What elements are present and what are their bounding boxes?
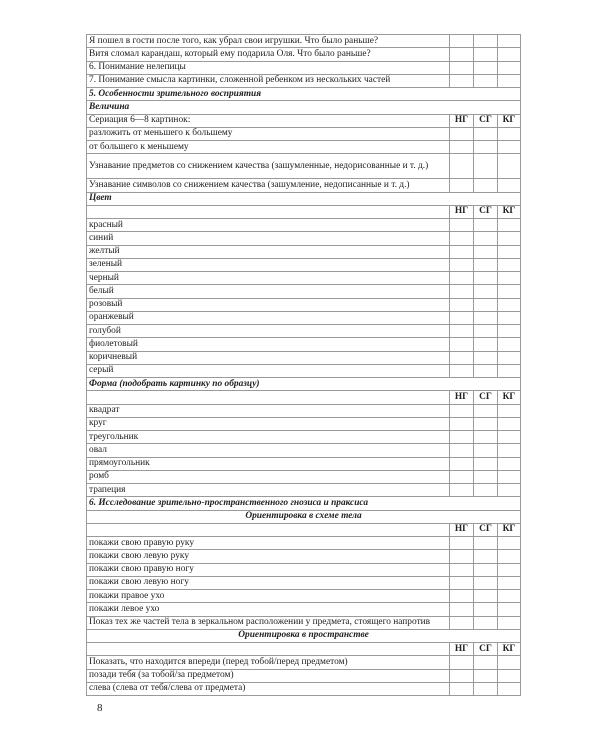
table-row — [87, 285, 521, 298]
mark-cell — [474, 35, 498, 48]
row-label: Я пошел в гости после того, как убрал свои игрушки. Что было раньше? — [87, 35, 450, 48]
mark-cell — [474, 232, 498, 245]
table-row — [87, 311, 521, 324]
mark-cell — [498, 258, 521, 271]
row-label: слева (слева от тебя/слева от предмета) — [87, 682, 450, 695]
table-row — [87, 245, 521, 258]
mark-cell — [498, 232, 521, 245]
mark-cell — [450, 550, 474, 563]
table-row — [87, 258, 521, 271]
mark-cell — [450, 457, 474, 470]
mark-cell — [450, 61, 474, 74]
mark-cell — [498, 563, 521, 576]
table-row — [87, 563, 521, 576]
table-row — [87, 431, 521, 444]
mark-cell — [450, 484, 474, 497]
mark-cell — [474, 603, 498, 616]
mark-cell — [474, 457, 498, 470]
mark-cell — [450, 74, 474, 87]
column-header: НГ — [450, 391, 474, 404]
mark-cell — [498, 444, 521, 457]
mark-cell — [498, 311, 521, 324]
mark-cell — [498, 127, 521, 140]
table-row — [87, 219, 521, 232]
mark-cell — [450, 669, 474, 682]
subcenter-title: Ориентировка в схеме тела — [87, 510, 521, 523]
row-label: Узнавание предметов со снижением качества (зашумленные, недорисованные и т. д.) — [87, 154, 450, 179]
table-row — [87, 470, 521, 483]
mark-cell — [450, 298, 474, 311]
mark-cell — [450, 417, 474, 430]
mark-cell — [450, 590, 474, 603]
row-label: позади тебя (за тобой/за предметом) — [87, 669, 450, 682]
mark-cell — [450, 537, 474, 550]
row-label: ромб — [87, 470, 450, 483]
table-row — [87, 590, 521, 603]
row-label: покажи свою левую руку — [87, 550, 450, 563]
mark-cell — [450, 338, 474, 351]
mark-cell — [498, 431, 521, 444]
mark-cell — [450, 444, 474, 457]
mark-cell — [450, 364, 474, 377]
row-label: трапеция — [87, 484, 450, 497]
mark-cell — [498, 219, 521, 232]
subcenter-row — [87, 510, 521, 523]
mark-cell — [474, 245, 498, 258]
mark-cell — [498, 285, 521, 298]
table-row — [87, 669, 521, 682]
row-label: Показать, что находится впереди (перед тобой/перед предметом) — [87, 656, 450, 669]
row-label: оранжевый — [87, 311, 450, 324]
mark-cell — [474, 74, 498, 87]
header-title — [87, 643, 450, 656]
mark-cell — [450, 351, 474, 364]
row-label: покажи левое ухо — [87, 603, 450, 616]
mark-cell — [474, 576, 498, 589]
mark-cell — [498, 364, 521, 377]
mark-cell — [450, 48, 474, 61]
row-label: прямоугольник — [87, 457, 450, 470]
mark-cell — [474, 141, 498, 154]
subcenter-title: Ориентировка в пространстве — [87, 629, 521, 642]
mark-cell — [498, 470, 521, 483]
mark-cell — [474, 537, 498, 550]
mark-cell — [450, 127, 474, 140]
mark-cell — [450, 179, 474, 192]
mark-cell — [450, 285, 474, 298]
mark-cell — [498, 590, 521, 603]
mark-cell — [474, 61, 498, 74]
mark-cell — [474, 682, 498, 695]
mark-cell — [474, 669, 498, 682]
table-row — [87, 404, 521, 417]
column-header: СГ — [474, 643, 498, 656]
row-label: квадрат — [87, 404, 450, 417]
mark-cell — [474, 219, 498, 232]
mark-cell — [474, 550, 498, 563]
table-row — [87, 484, 521, 497]
table-row — [87, 550, 521, 563]
mark-cell — [450, 616, 474, 629]
mark-cell — [450, 682, 474, 695]
table-row — [87, 61, 521, 74]
mark-cell — [498, 484, 521, 497]
column-header: КГ — [498, 391, 521, 404]
mark-cell — [450, 311, 474, 324]
row-label: зеленый — [87, 258, 450, 271]
mark-cell — [450, 272, 474, 285]
mark-cell — [474, 48, 498, 61]
mark-cell — [474, 404, 498, 417]
mark-cell — [498, 417, 521, 430]
mark-cell — [474, 311, 498, 324]
mark-cell — [450, 141, 474, 154]
row-label: покажи свою левую ногу — [87, 576, 450, 589]
mark-cell — [498, 669, 521, 682]
column-header: СГ — [474, 523, 498, 536]
section-title: 6. Исследование зрительно-пространственного гнозиса и праксиса — [87, 497, 521, 510]
mark-cell — [474, 298, 498, 311]
mark-cell — [498, 616, 521, 629]
table-header-row — [87, 523, 521, 536]
table-header-row — [87, 205, 521, 218]
mark-cell — [498, 576, 521, 589]
row-label: треугольник — [87, 431, 450, 444]
mark-cell — [498, 656, 521, 669]
row-label: от большего к меньшему — [87, 141, 450, 154]
mark-cell — [498, 35, 521, 48]
mark-cell — [498, 48, 521, 61]
mark-cell — [450, 219, 474, 232]
column-header: НГ — [450, 643, 474, 656]
mark-cell — [474, 285, 498, 298]
mark-cell — [450, 404, 474, 417]
mark-cell — [450, 431, 474, 444]
table-row — [87, 74, 521, 87]
subsection-title: Величина — [87, 101, 521, 114]
mark-cell — [474, 656, 498, 669]
subsection-row — [87, 192, 521, 205]
table-row — [87, 656, 521, 669]
mark-cell — [450, 656, 474, 669]
row-label: Показ тех же частей тела в зеркальном расположении у предмета, стоящего напротив — [87, 616, 450, 629]
mark-cell — [474, 338, 498, 351]
section-title: 5. Особенности зрительного восприятия — [87, 88, 521, 101]
table-row — [87, 48, 521, 61]
assessment-table — [86, 34, 521, 696]
table-row — [87, 351, 521, 364]
mark-cell — [474, 444, 498, 457]
subsection-row — [87, 101, 521, 114]
row-label: покажи свою правую ногу — [87, 563, 450, 576]
mark-cell — [450, 325, 474, 338]
table-row — [87, 272, 521, 285]
mark-cell — [474, 258, 498, 271]
mark-cell — [498, 351, 521, 364]
header-title: Сериация 6—8 картинок: — [87, 114, 450, 127]
mark-cell — [498, 338, 521, 351]
mark-cell — [498, 325, 521, 338]
mark-cell — [498, 550, 521, 563]
mark-cell — [474, 364, 498, 377]
section-row — [87, 497, 521, 510]
table-row — [87, 603, 521, 616]
table-row — [87, 35, 521, 48]
mark-cell — [474, 563, 498, 576]
mark-cell — [474, 616, 498, 629]
mark-cell — [474, 417, 498, 430]
mark-cell — [498, 74, 521, 87]
table-row — [87, 298, 521, 311]
mark-cell — [474, 470, 498, 483]
table-row — [87, 154, 521, 179]
mark-cell — [498, 682, 521, 695]
mark-cell — [498, 537, 521, 550]
table-row — [87, 364, 521, 377]
mark-cell — [498, 457, 521, 470]
mark-cell — [498, 141, 521, 154]
page-number: 8 — [97, 702, 103, 714]
mark-cell — [474, 431, 498, 444]
table-row — [87, 457, 521, 470]
mark-cell — [474, 590, 498, 603]
row-label: фиолетовый — [87, 338, 450, 351]
column-header: НГ — [450, 205, 474, 218]
column-header: КГ — [498, 523, 521, 536]
table-row — [87, 444, 521, 457]
subsection-title: Цвет — [87, 192, 521, 205]
row-label: 6. Понимание нелепицы — [87, 61, 450, 74]
row-label: Витя сломал карандаш, который ему подарила Оля. Что было раньше? — [87, 48, 450, 61]
column-header: КГ — [498, 643, 521, 656]
column-header: СГ — [474, 205, 498, 218]
table-header-row — [87, 114, 521, 127]
table-row — [87, 179, 521, 192]
mark-cell — [498, 61, 521, 74]
column-header: КГ — [498, 114, 521, 127]
table-row — [87, 141, 521, 154]
column-header: НГ — [450, 114, 474, 127]
mark-cell — [498, 603, 521, 616]
mark-cell — [450, 603, 474, 616]
mark-cell — [450, 232, 474, 245]
table-row — [87, 537, 521, 550]
row-label: серый — [87, 364, 450, 377]
mark-cell — [450, 470, 474, 483]
subcenter-row — [87, 629, 521, 642]
mark-cell — [474, 272, 498, 285]
mark-cell — [450, 35, 474, 48]
row-label: покажи свою правую руку — [87, 537, 450, 550]
mark-cell — [474, 484, 498, 497]
row-label: желтый — [87, 245, 450, 258]
table-row — [87, 338, 521, 351]
mark-cell — [474, 179, 498, 192]
row-label: синий — [87, 232, 450, 245]
row-label: коричневый — [87, 351, 450, 364]
subsection-row — [87, 378, 521, 391]
table-row — [87, 682, 521, 695]
row-label: красный — [87, 219, 450, 232]
header-title — [87, 523, 450, 536]
row-label: круг — [87, 417, 450, 430]
subsection-title: Форма (подобрать картинку по образцу) — [87, 378, 521, 391]
row-label: овал — [87, 444, 450, 457]
table-row — [87, 127, 521, 140]
table-header-row — [87, 391, 521, 404]
mark-cell — [498, 245, 521, 258]
row-label: розовый — [87, 298, 450, 311]
mark-cell — [474, 154, 498, 179]
mark-cell — [498, 272, 521, 285]
row-label: 7. Понимание смысла картинки, сложенной ребенком из нескольких частей — [87, 74, 450, 87]
row-label: черный — [87, 272, 450, 285]
column-header: НГ — [450, 523, 474, 536]
mark-cell — [498, 154, 521, 179]
header-title — [87, 391, 450, 404]
mark-cell — [498, 404, 521, 417]
row-label: покажи правое ухо — [87, 590, 450, 603]
section-row — [87, 88, 521, 101]
header-title — [87, 205, 450, 218]
column-header: СГ — [474, 114, 498, 127]
table-row — [87, 417, 521, 430]
mark-cell — [450, 576, 474, 589]
row-label: голубой — [87, 325, 450, 338]
table-row — [87, 616, 521, 629]
mark-cell — [474, 127, 498, 140]
mark-cell — [474, 325, 498, 338]
column-header: КГ — [498, 205, 521, 218]
mark-cell — [498, 179, 521, 192]
table-row — [87, 325, 521, 338]
mark-cell — [450, 245, 474, 258]
table-header-row — [87, 643, 521, 656]
table-row — [87, 576, 521, 589]
mark-cell — [498, 298, 521, 311]
column-header: СГ — [474, 391, 498, 404]
mark-cell — [450, 563, 474, 576]
row-label: разложить от меньшего к большему — [87, 127, 450, 140]
mark-cell — [450, 154, 474, 179]
mark-cell — [474, 351, 498, 364]
table-row — [87, 232, 521, 245]
row-label: белый — [87, 285, 450, 298]
row-label: Узнавание символов со снижением качества (зашумление, недописанные и т. д.) — [87, 179, 450, 192]
mark-cell — [450, 258, 474, 271]
